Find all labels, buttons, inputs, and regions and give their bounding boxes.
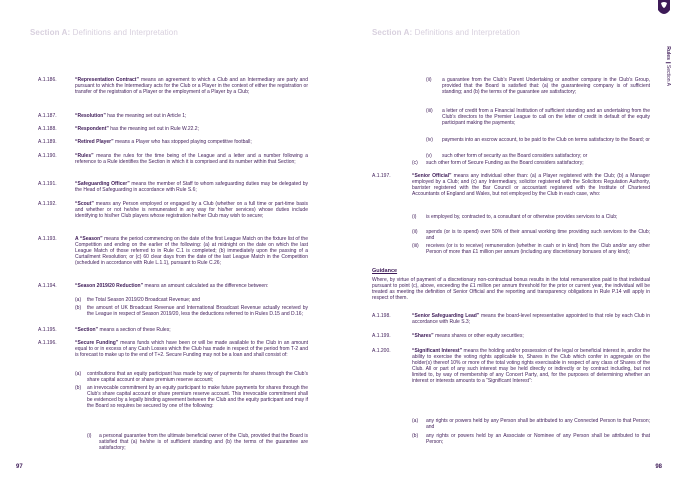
clause-text: means the rules for the time being of the League and a letter and a number following a reference to a Rule identifies the Section in which it is comprised and its number within that Section; (75, 153, 308, 166)
page-number-right: 98 (655, 464, 662, 470)
page-number-left: 97 (16, 464, 23, 470)
clause-text: a personal guarantee from the ultimate beneficial owner of the Club, provided that the Board is satisfied that (a) he/she is of sufficient standing and (b) the terms of the guarantee are satisfactory; (99, 433, 308, 452)
clause-text (75, 113, 308, 119)
defined-term: “Retired Player” (75, 139, 114, 145)
clause-text (75, 153, 308, 165)
clause-text (412, 173, 650, 197)
clause-number: A.1.195. (38, 327, 57, 333)
clause-text: spends (or is to spend) over 50% of their annual working time providing such services to the Club; and (426, 229, 650, 242)
clause-number: A.1.190. (38, 153, 57, 159)
guidance-heading: Guidance (372, 268, 398, 274)
clause-number: A.1.186. (38, 77, 57, 83)
clause-text: means the period commencing on the date of the first League Match on the fixture list of the Competition and ending on the earlier of the following: (a) at midnight on the date on which the last League Match of those referred to in Rule C.1 is completed; (b) immediately upon the passing of a Curtailment Resolution; or (c) 60 clear days from the date of the last League Match in the Competition (scheduled in accordance with Rule L.1.1), pursuant to Rule C.26; (75, 236, 308, 267)
clause-number: A.1.188. (38, 126, 57, 132)
right-page (340, 0, 680, 483)
clause-number: A.1.191. (38, 181, 57, 187)
clause-text: means any Person employed or engaged by a Club (whether on a full time or part-time basis and whether or not he/she is remunerated in any way for his/her services) whose duties include identifying to his/her Club players whose registration he/her Club may wish to secure; (75, 201, 308, 220)
clause-text: receives (or is to receive) remuneration (whether in cash or in kind) from the Club and/or any other Person of more than £1 million per annum (including any discretionary bonuses of any kind); (426, 243, 650, 256)
clause-number: (ii) (426, 77, 432, 83)
defined-term: “Respondent” (75, 126, 109, 132)
defined-term: “Shares” (412, 333, 434, 339)
clause-text: any rights or powers held by an Associate or Nominee of any Person shall be attributed to that Person; (426, 433, 650, 446)
clause-text: means any individual other than: (a) a Player registered with the Club; (b) a Manager employed by a Club; and (c) any Intermediary, solicitor registered with the Solicitors Regulation Authority, barrister registered with the Bar Council or accountant registered with the Institute of Chartered Accountants of England and Wales, but not employed by the Club in each case, who: (412, 173, 650, 198)
clause-number: A.1.196. (38, 340, 57, 346)
clause-text: has the meaning set out in Article 1; (105, 113, 187, 119)
clause-number: (iii) (426, 108, 433, 114)
defined-term: “Resolution” (75, 113, 106, 119)
clause-number: (v) (426, 153, 432, 159)
clause-text: the amount of UK Broadcast Revenue and International Broadcast Revenue actually received by the League in respect of Season 2019/20, less the deductions referred to in Rules D.15 and D.16; (87, 305, 308, 318)
clause-number: (a) (412, 418, 419, 424)
clause-number: A.1.197. (372, 173, 391, 179)
clause-number: (iii) (412, 243, 419, 249)
premier-league-lion-logo (654, 0, 674, 20)
clause-number: (b) (75, 385, 82, 391)
clause-text (412, 313, 650, 325)
clause-number: A.1.200. (372, 348, 391, 354)
clause-text: means an amount calculated as the difference between: (143, 283, 269, 289)
defined-term: “Secure Funding” (75, 340, 119, 346)
clause-number: (a) (75, 297, 82, 303)
clause-text: an irrevocable commitment by an equity participant to make future payments for shares through the Club’s share capital account or share premium reserve account. This irrevocable commitment shall be evidenced by a legally binding agreement between the Club and the equity participant and may if the Board so requires be secured by one of the following: (87, 385, 308, 410)
clause-text: means the holding and/or possession of the legal or beneficial interest in, and/or the ability to exercise the voting rights applicable to, Shares in the Club which confer in aggregate on the holder(s) thereof 10% or more of the total voting rights exercisable in respect of any class of Shares of the Club. All or part of any such interest may be held directly or indirectly or by contract including, but not limited to, by way of membership of any Concert Party, and, for the purposes of determining whether an interest or interests amounts to a “Significant Interest”: (412, 348, 650, 385)
clause-number: (b) (75, 305, 82, 311)
clause-number: (ii) (412, 229, 418, 235)
defined-term: “Section” (75, 327, 99, 333)
defined-term: “Rules” (75, 153, 94, 159)
defined-term: A “Season” (75, 236, 103, 242)
clause-number: (c) (412, 160, 418, 166)
clause-number: A.1.198. (372, 313, 391, 319)
clause-text (75, 77, 308, 95)
guidance-text: Where, by virtue of payment of a discretionary non-contractual bonus results in the total remuneration paid to that individual pursuant to point (c), above, exceeding the £1 million per annum threshold for the prior or current year, the individual will be treated as meeting the definition of Senior Official and the reporting and transparency obligations in Rule P.14 will apply in respect of them. (372, 277, 650, 302)
clause-text: has the meaning set out in Rule W.22.2; (108, 126, 199, 132)
clause-text: means a section of these Rules; (98, 327, 171, 333)
defined-term: “Significant Interest” (412, 348, 463, 354)
defined-term: “Safeguarding Officer” (75, 181, 130, 187)
clause-text (75, 283, 308, 289)
defined-term: “Season 2019/20 Reduction” (75, 283, 144, 289)
defined-term: “Senior Official” (412, 173, 452, 179)
clause-number: (i) (87, 433, 92, 439)
side-tab: RulesSection A (665, 46, 671, 86)
clause-number: A.1.189. (38, 139, 57, 145)
clause-text (75, 181, 308, 193)
clause-text: such other form of Secure Funding as the Board considers satisfactory; (426, 160, 584, 166)
clause-text: such other form of security as the Board considers satisfactory; or (442, 153, 588, 159)
clause-text (75, 139, 308, 145)
clause-number: (i) (412, 214, 417, 220)
clause-number: A.1.199. (372, 333, 391, 339)
clause-text (75, 236, 308, 266)
clause-text: means the member of Staff to whom safeguarding duties may be delegated by the Head of Safeguarding in accordance with Rule S.6; (75, 181, 309, 194)
clause-number: (iv) (426, 137, 433, 143)
clause-text: means an agreement to which a Club and an Intermediary are party and pursuant to which the Intermediary acts for the Club or a Player in the context of either the registration or transfer of the registration of a Player or the employment of a Player by a Club; (75, 77, 308, 96)
clause-text: means shares or other equity securities; (433, 333, 524, 339)
clause-text (75, 126, 308, 132)
clause-number: (a) (75, 371, 82, 377)
clause-text: the Total Season 2019/20 Broadcast Revenue; and (87, 297, 201, 303)
clause-text (412, 333, 650, 339)
clause-number: (b) (412, 433, 419, 439)
clause-text (75, 201, 308, 219)
clause-text: any rights or powers held by any Person shall be attributed to any Connected Person to that Person; and (426, 418, 650, 431)
defined-term: “Scout” (75, 201, 94, 207)
clause-text: contributions that an equity participant has made by way of payments for shares through the Club’s share capital account or share premium reserve account; (87, 371, 308, 384)
clause-text: is employed by, contracted to, a consultant of or otherwise provides services to a Club; (426, 214, 618, 220)
clause-text: payments into an escrow account, to be paid to the Club on terms satisfactory to the Board; or (442, 137, 650, 143)
clause-number: A.1.187. (38, 113, 57, 119)
clause-text: a guarantee from the Club’s Parent Undertaking or another company in the Club’s Group, provided that the Board is satisfied that: (a) the guaranteeing company is of sufficient standing; and (b) the terms of the guarantee are satisfactory; (442, 77, 650, 96)
clause-number: A.1.193. (38, 236, 57, 242)
defined-term: “Representation Contract” (75, 77, 139, 83)
defined-term: “Senior Safeguarding Lead” (412, 313, 480, 319)
clause-text: means funds which have been or will be made available to the Club in an amount equal to or in excess of any Cash Losses which the Club has made in respect of the period from T-2 and is forecast to make up to the end of T+2. Secure Funding may not be a loan and shall consist of: (75, 340, 308, 359)
right-section-title: Section A: Definitions and Interpretation (372, 28, 520, 37)
clause-text: means a Player who has stopped playing competitive football; (113, 139, 252, 145)
clause-text (75, 327, 308, 333)
left-section-title: Section A: Definitions and Interpretation (30, 28, 178, 37)
clause-text (412, 348, 650, 385)
clause-text: a letter of credit from a Financial Institution of sufficient standing and an undertaking from the Club’s directors to the Premier League to call on the letter of credit in default of the equity participant making the payments; (442, 108, 650, 127)
clause-text (75, 340, 308, 358)
clause-text: means the board-level representative appointed to that role by each Club in accordance with Rule S.3; (412, 313, 650, 326)
clause-number: A.1.194. (38, 283, 57, 289)
clause-number: A.1.192. (38, 201, 57, 207)
